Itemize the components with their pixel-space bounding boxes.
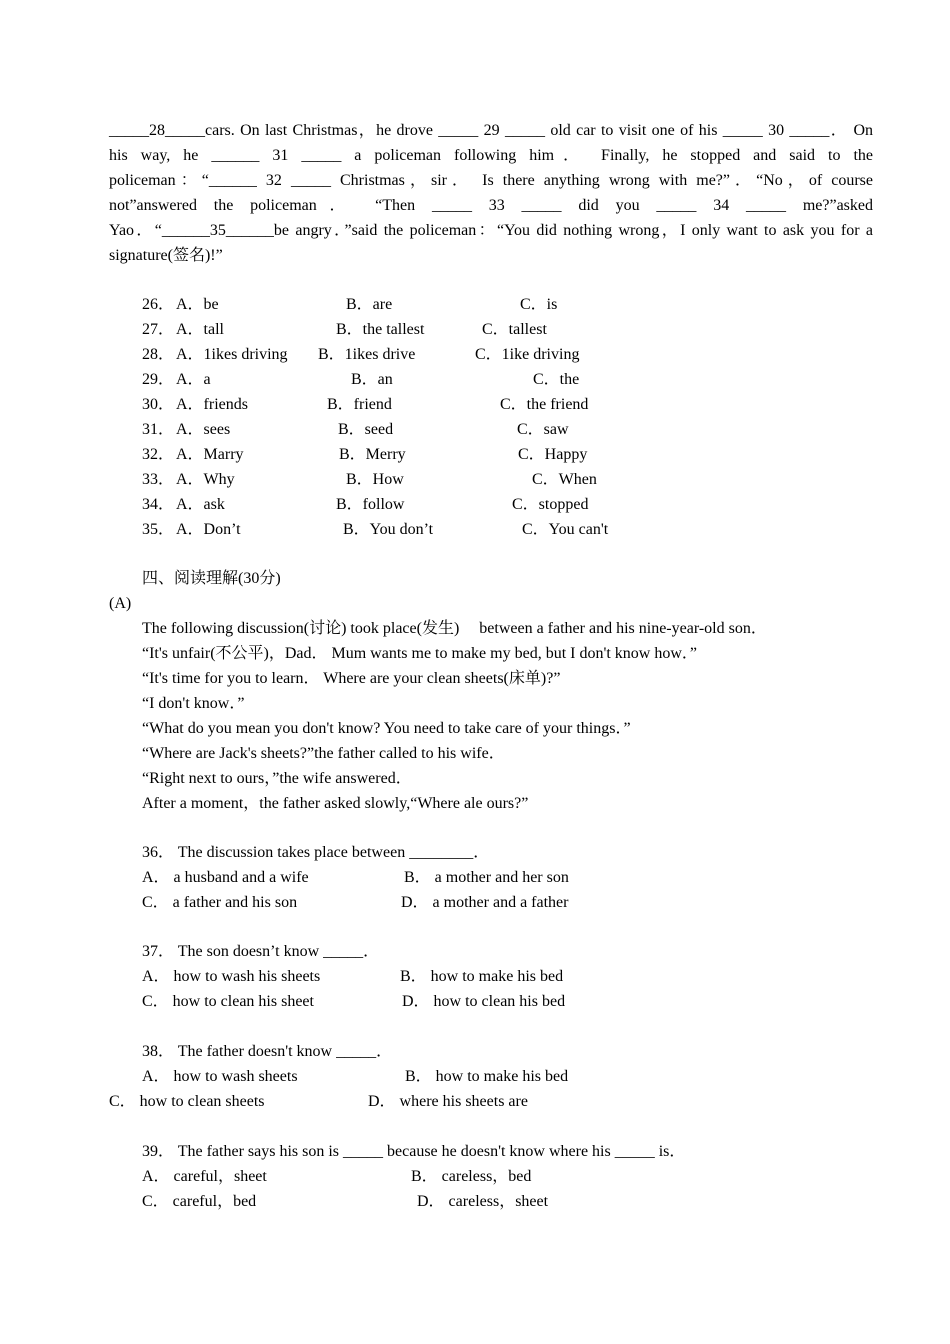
option-c: C．When: [532, 471, 597, 488]
option-b: B． how to make his bed: [405, 1068, 569, 1085]
option-c: C．the: [533, 371, 580, 388]
option-b: B． how to make his bed: [400, 968, 564, 985]
option-a: A．Don’t: [176, 521, 241, 538]
question-number: 33．: [142, 471, 175, 488]
option-a: A．1ikes driving: [176, 346, 288, 363]
option-c: C．You can't: [522, 521, 609, 538]
option-b: B． a mother and her son: [404, 869, 569, 886]
option-a: A． how to wash sheets: [142, 1068, 298, 1085]
passage-line: “It's time for you to learn． Where are your clean sheets(床单)?”: [142, 670, 561, 687]
option-a: A．tall: [176, 321, 224, 338]
question-number: 28．: [142, 346, 175, 363]
passage-line: “I don't know．”: [142, 695, 245, 712]
option-c: C． how to clean sheets: [109, 1093, 265, 1110]
question-stem: 38． The father doesn't know _____．: [142, 1043, 393, 1060]
option-b: B．seed: [338, 421, 394, 438]
cloze-line-1: _____28_____cars. On last Christmas，he drove _____ 29 _____ old car to visit one of his _____ 30 _____． On: [109, 122, 873, 139]
option-c: C．stopped: [512, 496, 589, 513]
passage-line: The following discussion(讨论) took place(发生) between a father and his nine-year-old son．: [142, 620, 767, 637]
cloze-line-3: policeman：“______ 32 _____ Christmas，sir． Is there anything wrong with me?”．“No，of course: [109, 172, 873, 189]
option-c: C．Happy: [518, 446, 588, 463]
option-b: B．How: [346, 471, 404, 488]
option-c: C． a father and his son: [142, 894, 298, 911]
option-c: C． how to clean his sheet: [142, 993, 314, 1010]
option-d: D． how to clean his bed: [402, 993, 566, 1010]
section-heading: 四、阅读理解(30分): [142, 570, 281, 587]
option-a: A．friends: [176, 396, 248, 413]
question-number: 29．: [142, 371, 175, 388]
option-b: B．You don’t: [343, 521, 434, 538]
option-a: A．ask: [176, 496, 225, 513]
option-a: A．Why: [176, 471, 235, 488]
passage-line: “What do you mean you don't know? You need to take care of your things．”: [142, 720, 631, 737]
option-c: C． careful，bed: [142, 1193, 257, 1210]
question-number: 31．: [142, 421, 175, 438]
question-number: 30．: [142, 396, 175, 413]
passage-line: After a moment，the father asked slowly,“Where ale ours?”: [142, 795, 529, 812]
option-d: D． a mother and a father: [401, 894, 569, 911]
option-a: A．a: [176, 371, 211, 388]
question-stem: 37． The son doesn’t know _____．: [142, 943, 380, 960]
passage-label: (A): [109, 595, 132, 612]
option-c: C．saw: [517, 421, 569, 438]
question-stem: 39． The father says his son is _____ because he doesn't know where his _____ is．: [142, 1143, 686, 1160]
option-c: C．the friend: [500, 396, 589, 413]
option-d: D． where his sheets are: [368, 1093, 528, 1110]
option-a: A． careful，sheet: [142, 1168, 267, 1185]
option-c: C．1ike driving: [475, 346, 580, 363]
option-c: C．is: [520, 296, 558, 313]
question-number: 26．: [142, 296, 175, 313]
option-a: A． how to wash his sheets: [142, 968, 321, 985]
passage-line: “Where are Jack's sheets?”the father called to his wife．: [142, 745, 505, 762]
question-number: 35．: [142, 521, 175, 538]
option-a: A．Marry: [176, 446, 244, 463]
option-c: C．tallest: [482, 321, 547, 338]
passage-line: “Right next to ours，”the wife answered．: [142, 770, 412, 787]
question-number: 32．: [142, 446, 175, 463]
question-number: 34．: [142, 496, 175, 513]
option-a: A．sees: [176, 421, 231, 438]
cloze-line-5: Yao．“______35______be angry．”said the policeman：“You did nothing wrong，I only want to ask you for a: [109, 222, 873, 239]
question-stem: 36． The discussion takes place between ________．: [142, 844, 490, 861]
cloze-line-6: signature(签名)!”: [109, 247, 223, 264]
cloze-line-2: his way, he ______ 31 _____ a policeman following him． Finally, he stopped and said to the: [109, 147, 873, 164]
option-a: A． a husband and a wife: [142, 869, 309, 886]
question-number: 27．: [142, 321, 175, 338]
cloze-line-4: not”answered the policeman． “Then _____ 33 _____ did you _____ 34 _____ me?”asked: [109, 197, 873, 214]
option-b: B．follow: [336, 496, 405, 513]
passage-line: “It's unfair(不公平)，Dad． Mum wants me to make my bed, but I don't know how．”: [142, 645, 698, 662]
option-b: B．friend: [327, 396, 392, 413]
option-b: B．the tallest: [336, 321, 425, 338]
option-b: B．are: [346, 296, 393, 313]
option-d: D． careless，sheet: [417, 1193, 549, 1210]
option-a: A．be: [176, 296, 219, 313]
option-b: B．an: [351, 371, 393, 388]
option-b: B．1ikes drive: [318, 346, 416, 363]
option-b: B． careless，bed: [411, 1168, 532, 1185]
option-b: B．Merry: [339, 446, 406, 463]
